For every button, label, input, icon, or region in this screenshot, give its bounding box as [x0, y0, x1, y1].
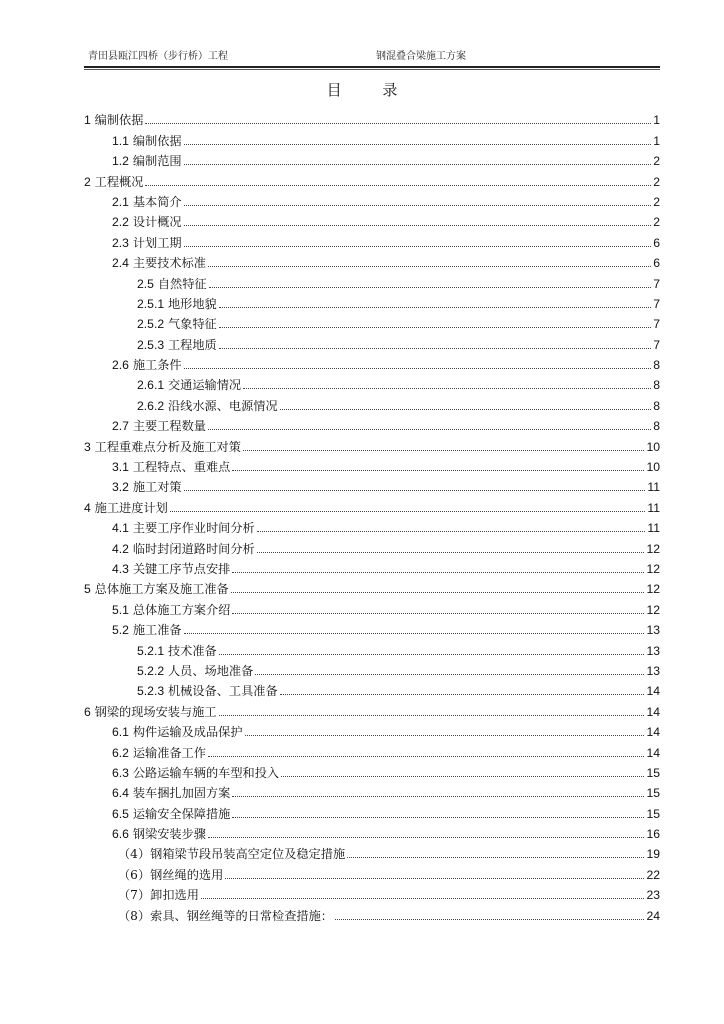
toc-entry[interactable]: [84, 331, 660, 351]
toc-entry-number: 5.2.2: [137, 663, 165, 678]
toc-leader-dots: [184, 246, 652, 247]
toc-leader-dots: [184, 205, 652, 206]
toc-entry-text: 交通运输情况: [167, 378, 242, 393]
toc-entry-page-number: 8: [653, 398, 660, 413]
toc-leader-dots: [184, 164, 652, 165]
toc-entry-text: 钢梁的现场安装与施工: [94, 704, 217, 719]
toc-entry-text: （6）钢丝绳的选用: [118, 867, 224, 882]
toc-entry[interactable]: [84, 760, 660, 780]
header-project-name: 青田县瓯江四桥（步行桥）工程: [88, 51, 228, 62]
toc-entry-page-number: 23: [646, 888, 660, 903]
header-rule-thick: [84, 66, 660, 68]
toc-entry-page-number: 14: [646, 725, 660, 740]
toc-entry-page-number: 11: [647, 500, 660, 515]
toc-entry[interactable]: [84, 168, 660, 188]
toc-entry-text: 主要技术标准: [132, 256, 206, 271]
toc-entry-number: 4.2: [112, 541, 129, 556]
toc-entry-number: 4: [84, 500, 91, 515]
toc-entry[interactable]: [84, 576, 660, 596]
toc-entry-text: 工程地质: [167, 337, 217, 352]
toc-entry[interactable]: [84, 392, 660, 412]
header-document-name: 钢混叠合梁施工方案: [376, 51, 466, 62]
toc-entry-page-number: 14: [646, 745, 660, 760]
toc-entry[interactable]: [84, 189, 660, 209]
toc-leader-dots: [219, 715, 645, 716]
toc-entry-label: [112, 236, 182, 250]
toc-leader-dots: [184, 144, 652, 145]
toc-entry-text: 基本简介: [132, 194, 182, 209]
toc-entry-text: 编制依据: [132, 133, 182, 148]
toc-entry-label: [112, 766, 279, 780]
toc-entry-text: 施工对策: [132, 480, 182, 495]
toc-entry-label: [112, 603, 230, 617]
toc-entry-number: 5: [84, 582, 91, 597]
toc-entry-text: 施工进度计划: [94, 500, 168, 515]
toc-entry-label: [84, 440, 241, 454]
toc-entry-number: 6.2: [112, 745, 129, 760]
toc-entry-text: 施工准备: [132, 623, 182, 638]
toc-entry-text: 技术准备: [167, 643, 217, 658]
toc-entry-label: [112, 807, 230, 821]
toc-entry-number: 2.5.1: [137, 296, 165, 311]
toc-entry-label: [118, 888, 199, 902]
toc-entry[interactable]: [84, 556, 660, 576]
toc-entry-number: 2.5.2: [137, 317, 165, 332]
toc-entry-number: 1.2: [112, 154, 129, 169]
toc-entry-number: 3.2: [112, 480, 129, 495]
toc-entry-label: [112, 746, 206, 760]
toc-entry[interactable]: [84, 902, 660, 922]
toc-entry-label: [137, 297, 217, 311]
toc-entry[interactable]: [84, 515, 660, 535]
toc-entry[interactable]: [84, 637, 660, 657]
toc-entry-page-number: 11: [647, 521, 660, 536]
toc-entry[interactable]: [84, 229, 660, 249]
toc-entry-label: [118, 868, 223, 882]
toc-entry-label: [118, 909, 333, 923]
toc-leader-dots: [219, 307, 651, 308]
toc-entry[interactable]: [84, 739, 660, 759]
toc-entry-number: 3: [84, 439, 91, 454]
toc-entry[interactable]: [84, 821, 660, 841]
toc-entry[interactable]: [84, 127, 660, 147]
toc-entry-page-number: 2: [653, 215, 660, 230]
header-rule-thin: [84, 69, 660, 70]
toc-entry-number: 1: [84, 113, 91, 128]
toc-entry-number: 6.3: [112, 765, 129, 780]
toc-leader-dots: [232, 613, 644, 614]
toc-entry-label: [112, 725, 243, 739]
toc-entry-text: 自然特征: [157, 276, 207, 291]
toc-entry-text: 工程概况: [94, 174, 144, 189]
toc-entry-page-number: 15: [646, 786, 660, 801]
toc-entry-label: [84, 113, 143, 127]
toc-entry-page-number: 8: [653, 358, 660, 373]
toc-entry[interactable]: [84, 861, 660, 881]
toc-entry-page-number: 7: [653, 276, 660, 291]
toc-entry-text: （8）索具、钢丝绳等的日常检查措施：: [118, 908, 333, 923]
toc-entry[interactable]: [84, 882, 660, 902]
toc-entry-text: 气象特征: [167, 317, 217, 332]
toc-entry[interactable]: [84, 474, 660, 494]
toc-entry-label: [112, 786, 230, 800]
toc-entry-page-number: 24: [646, 908, 660, 923]
toc-entry-number: 2.3: [112, 235, 129, 250]
toc-entry-page-number: 6: [653, 256, 660, 271]
toc-entry[interactable]: [84, 352, 660, 372]
toc-entry-text: 地形地貌: [167, 296, 217, 311]
toc-entry-text: 装车捆扎加固方案: [132, 786, 231, 801]
toc-entry-number: 2.5.3: [137, 337, 165, 352]
toc-entry-number: 2: [84, 174, 91, 189]
toc-entry-number: 1.1: [112, 133, 129, 148]
toc-entry-page-number: 16: [646, 827, 660, 842]
toc-entry-page-number: 8: [653, 378, 660, 393]
toc-entry-number: 5.2.1: [137, 643, 165, 658]
toc-entry[interactable]: [84, 617, 660, 637]
toc-entry-label: [112, 154, 182, 168]
toc-entry-label: [112, 134, 182, 148]
toc-entry-number: 5.2.3: [137, 684, 165, 699]
toc-leader-dots: [170, 511, 646, 512]
toc-entry-page-number: 13: [646, 623, 660, 638]
toc-entry-page-number: 12: [646, 582, 660, 597]
toc-entry-page-number: 14: [646, 704, 660, 719]
toc-entry-label: [112, 542, 255, 556]
toc-entry[interactable]: [84, 698, 660, 718]
toc-entry-number: 2.5: [137, 276, 154, 291]
toc-leader-dots: [335, 919, 644, 920]
toc-entry-label: [84, 501, 168, 515]
toc-entry-number: 6.1: [112, 725, 129, 740]
toc-leader-dots: [209, 287, 652, 288]
toc-entry-number: 2.1: [112, 194, 129, 209]
toc-entry-label: [112, 460, 230, 474]
toc-entry-text: 人员、场地准备: [167, 663, 254, 678]
toc-entry[interactable]: [84, 719, 660, 739]
toc-entry[interactable]: [84, 535, 660, 555]
toc-entry-number: 4.1: [112, 521, 129, 536]
toc-entry-label: [112, 215, 182, 229]
toc-entry-number: 2.6.1: [137, 378, 165, 393]
toc-leader-dots: [184, 633, 645, 634]
toc-entry-label: [137, 644, 217, 658]
toc-entry-page-number: 1: [653, 113, 660, 128]
toc-entry-label: [137, 338, 217, 352]
toc-entry-page-number: 7: [653, 317, 660, 332]
toc-entry[interactable]: [84, 494, 660, 514]
toc-entry-number: 5.2: [112, 623, 129, 638]
toc-leader-dots: [145, 185, 651, 186]
toc-leader-dots: [208, 266, 651, 267]
toc-entry[interactable]: [84, 291, 660, 311]
toc-entry-text: 构件运输及成品保护: [132, 725, 243, 740]
toc-leader-dots: [243, 388, 651, 389]
toc-leader-dots: [280, 409, 652, 410]
toc-entry-number: 2.6: [112, 358, 129, 373]
toc-entry-label: [112, 256, 206, 270]
toc-entry-text: 主要工程数量: [132, 419, 206, 434]
toc-entry-label: [112, 623, 182, 637]
toc-entry[interactable]: [84, 433, 660, 453]
toc-entry-number: 6.6: [112, 827, 129, 842]
toc-leader-dots: [232, 572, 644, 573]
toc-leader-dots: [201, 898, 645, 899]
toc-entry-label: [137, 317, 217, 331]
toc-entry-page-number: 12: [646, 541, 660, 556]
toc-entry-page-number: 7: [653, 296, 660, 311]
toc-entry-number: 5.1: [112, 602, 129, 617]
toc-entry-label: [112, 562, 230, 576]
toc-entry-label: [84, 582, 229, 596]
toc-entry-number: 4.3: [112, 561, 129, 576]
toc-entry-number: 3.1: [112, 460, 129, 475]
toc-entry-label: [84, 175, 143, 189]
toc-leader-dots: [225, 878, 644, 879]
toc-entry[interactable]: [84, 841, 660, 861]
toc-leader-dots: [347, 857, 644, 858]
toc-entry-text: 钢梁安装步骤: [132, 827, 206, 842]
toc-entry[interactable]: [84, 148, 660, 168]
toc-entry[interactable]: [84, 678, 660, 698]
toc-entry-text: 沿线水源、电源情况: [167, 398, 278, 413]
toc-entry-text: 施工条件: [132, 358, 182, 373]
toc-entry-text: 总体施工方案介绍: [132, 602, 231, 617]
toc-entry[interactable]: [84, 780, 660, 800]
toc-entry-text: 总体施工方案及施工准备: [94, 582, 229, 597]
toc-entry-text: 编制依据: [94, 113, 144, 128]
toc-entry-number: 6: [84, 704, 91, 719]
toc-entry[interactable]: [84, 658, 660, 678]
toc-entry-text: （4）钢箱梁节段吊装高空定位及稳定措施: [118, 847, 346, 862]
toc-entry-label: [112, 358, 182, 372]
toc-leader-dots: [184, 368, 652, 369]
toc-entry[interactable]: [84, 270, 660, 290]
toc-entry-text: 机械设备、工具准备: [167, 684, 278, 699]
toc-entry-text: 工程特点、重难点: [132, 460, 231, 475]
toc-leader-dots: [208, 837, 644, 838]
toc-entry-label: [112, 827, 206, 841]
toc-entry-label: [137, 378, 241, 392]
toc-entry[interactable]: [84, 250, 660, 270]
toc-entry[interactable]: [84, 107, 660, 127]
toc-entry-page-number: 10: [646, 439, 660, 454]
toc-entry-label: [112, 480, 182, 494]
toc-leader-dots: [231, 592, 645, 593]
toc-leader-dots: [208, 756, 644, 757]
toc-entry-number: 2.2: [112, 215, 129, 230]
toc-entry-page-number: 7: [653, 337, 660, 352]
toc-entry-text: 关键工序节点安排: [132, 561, 231, 576]
toc-entry-page-number: 22: [646, 867, 660, 882]
toc-entry-number: 6.5: [112, 806, 129, 821]
toc-entry-label: [137, 399, 278, 413]
toc-entry-page-number: 13: [646, 663, 660, 678]
toc-entry-label: [118, 847, 345, 861]
toc-entry-label: [137, 684, 278, 698]
page-header: [84, 44, 660, 62]
toc-leader-dots: [232, 796, 644, 797]
toc-entry[interactable]: [84, 311, 660, 331]
toc-entry[interactable]: [84, 209, 660, 229]
toc-entry-page-number: 1: [653, 133, 660, 148]
toc-entry-number: 2.4: [112, 256, 129, 271]
toc-entry-page-number: 11: [647, 480, 660, 495]
toc-leader-dots: [245, 735, 645, 736]
toc-entry-text: 主要工序作业时间分析: [132, 521, 255, 536]
toc-entry-number: 6.4: [112, 786, 129, 801]
toc-leader-dots: [219, 327, 651, 328]
toc-entry-page-number: 15: [646, 765, 660, 780]
toc-leader-dots: [232, 817, 644, 818]
toc-entry-text: 运输安全保障措施: [132, 806, 231, 821]
toc-entry-label: [137, 277, 207, 291]
toc-leader-dots: [145, 123, 651, 124]
toc-entry-text: 工程重难点分析及施工对策: [94, 439, 241, 454]
toc-entry-number: 2.6.2: [137, 398, 165, 413]
toc-leader-dots: [184, 225, 652, 226]
toc-entry-page-number: 2: [653, 174, 660, 189]
toc-entry[interactable]: [84, 454, 660, 474]
toc-entry-page-number: 6: [653, 235, 660, 250]
toc-entry-text: 计划工期: [132, 235, 182, 250]
toc-entry-page-number: 12: [646, 602, 660, 617]
toc-entry-page-number: 2: [653, 154, 660, 169]
toc-entry[interactable]: [84, 413, 660, 433]
toc-leader-dots: [219, 348, 651, 349]
toc-leader-dots: [255, 674, 644, 675]
toc-leader-dots: [208, 429, 651, 430]
toc-leader-dots: [232, 470, 644, 471]
toc-entry-text: （7）卸扣选用: [118, 888, 199, 903]
toc-leader-dots: [243, 450, 645, 451]
toc-entry-number: 2.7: [112, 419, 129, 434]
toc-entry-page-number: 19: [646, 847, 660, 862]
toc-leader-dots: [184, 490, 646, 491]
toc-entry-text: 编制范围: [132, 154, 182, 169]
toc-leader-dots: [257, 552, 645, 553]
toc-entry[interactable]: [84, 372, 660, 392]
toc-leader-dots: [257, 531, 646, 532]
toc-entry-page-number: 15: [646, 806, 660, 821]
table-of-contents: [84, 107, 660, 923]
toc-entry[interactable]: [84, 596, 660, 616]
toc-entry-page-number: 13: [646, 643, 660, 658]
toc-entry-page-number: 10: [646, 460, 660, 475]
toc-entry-text: 临时封闭道路时间分析: [132, 541, 255, 556]
toc-leader-dots: [281, 776, 644, 777]
toc-entry-label: [84, 705, 217, 719]
toc-entry-page-number: 12: [646, 561, 660, 576]
toc-leader-dots: [219, 654, 645, 655]
toc-entry-page-number: 8: [653, 419, 660, 434]
toc-title: 目 录: [326, 81, 416, 99]
toc-entry-page-number: 14: [646, 684, 660, 699]
toc-entry-text: 公路运输车辆的车型和投入: [132, 765, 280, 780]
toc-entry-text: 运输准备工作: [132, 745, 206, 760]
toc-leader-dots: [280, 694, 645, 695]
toc-entry-text: 设计概况: [132, 215, 182, 230]
toc-entry-label: [112, 419, 206, 433]
toc-entry-label: [112, 521, 255, 535]
toc-entry-page-number: 2: [653, 194, 660, 209]
toc-entry[interactable]: [84, 800, 660, 820]
toc-entry-label: [137, 664, 253, 678]
toc-entry-label: [112, 195, 182, 209]
